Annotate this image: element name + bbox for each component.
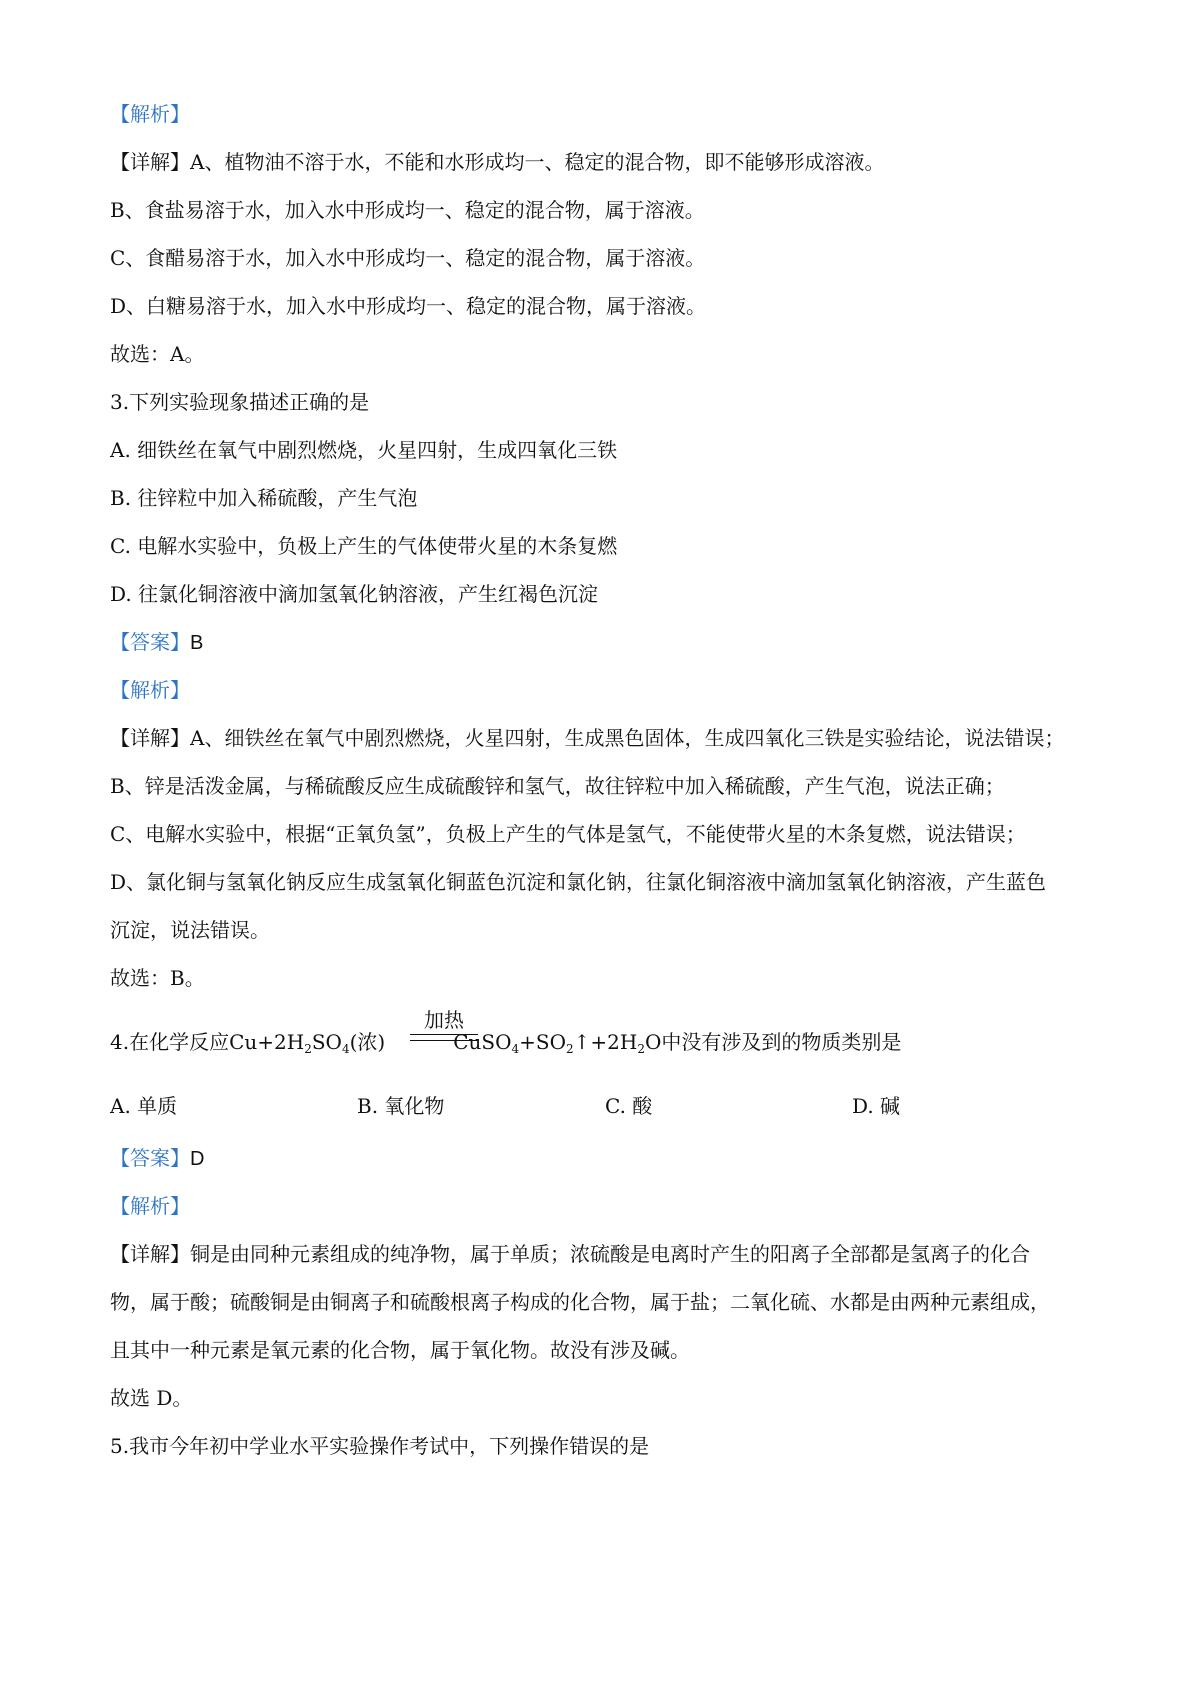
q4-sub: 4 <box>341 1042 350 1056</box>
answer-label: 【答案】 <box>110 1146 190 1170</box>
answer-value: D <box>190 1148 205 1170</box>
q4-cuso: CuSO <box>453 1030 512 1054</box>
text-line-xj3a: 【详解】A、细铁丝在氧气中剧烈燃烧，火星四射，生成黑色固体，生成四氧化三铁是实验结论，说法错误； <box>110 726 1065 750</box>
q4-sub: 4 <box>511 1042 520 1056</box>
q4-so: SO <box>311 1030 342 1054</box>
q4-nong: (浓) <box>349 1030 386 1054</box>
option-c: C. 酸 <box>605 1094 653 1118</box>
text-line-q5: 5.我市今年初中学业水平实验操作考试中，下列操作错误的是 <box>110 1434 650 1458</box>
q4-o: O <box>644 1030 662 1054</box>
answer-line-q4 <box>110 1144 1100 1173</box>
text-line-jiexi1: 【解析】 <box>110 102 190 126</box>
reaction-condition: 加热 <box>424 1008 464 1032</box>
answer-label: 【答案】 <box>110 630 190 654</box>
text-line-q3: 3.下列实验现象描述正确的是 <box>110 390 370 414</box>
text-line-q3c: C. 电解水实验中，负极上产生的气体使带火星的木条复燃 <box>110 534 618 558</box>
option-d: D. 碱 <box>852 1094 901 1118</box>
text-line-c1: C、食醋易溶于水，加入水中形成均一、稳定的混合物，属于溶液。 <box>110 246 706 270</box>
answer-value: B <box>190 632 204 654</box>
text-line-xj4a: 【详解】铜是由同种元素组成的纯净物，属于单质；浓硫酸是电离时产生的阳离子全部都是氢离子的化合 <box>110 1242 1030 1266</box>
text-line-xj3d: D、氯化铜与氢氧化钠反应生成氢氧化铜蓝色沉淀和氯化钠，往氯化铜溶液中滴加氢氧化钠溶液，产生蓝色 <box>110 870 1047 894</box>
text-line-xj4c: 且其中一种元素是氧元素的化合物，属于氧化物。故没有涉及碱。 <box>110 1338 690 1362</box>
double-line-sign <box>410 1034 478 1041</box>
text-line-b1: B、食盐易溶于水，加入水中形成均一、稳定的混合物，属于溶液。 <box>110 198 705 222</box>
q4-sub: 2 <box>565 1042 574 1056</box>
text-line-guxuan4: 故选 D。 <box>110 1386 193 1410</box>
text-line-q3b: B. 往锌粒中加入稀硫酸，产生气泡 <box>110 486 418 510</box>
text-line-xj3d2: 沉淀，说法错误。 <box>110 918 270 942</box>
up-arrow-icon: ↑ <box>573 1030 591 1054</box>
text-line-q3d: D. 往氯化铜溶液中滴加氢氧化钠溶液，产生红褐色沉淀 <box>110 582 599 606</box>
text-line-xiangjie1: 【详解】A、植物油不溶于水，不能和水形成均一、稳定的混合物，即不能够形成溶液。 <box>110 150 885 174</box>
q4-prefix: 4.在化学反应 <box>110 1030 230 1054</box>
text-line-xj4b: 物，属于酸；硫酸铜是由铜离子和硫酸根离子构成的化合物，属于盐；二氧化硫、水都是由两种元素组成， <box>110 1290 1050 1314</box>
text-line-d1: D、白糖易溶于水，加入水中形成均一、稳定的混合物，属于溶液。 <box>110 294 707 318</box>
answer-line-q3 <box>110 628 1100 657</box>
text-line-q3a: A. 细铁丝在氧气中剧烈燃烧，火星四射，生成四氧化三铁 <box>110 438 618 462</box>
text-line-guxuan3: 故选：B。 <box>110 966 205 990</box>
q4-h2o: +2H <box>590 1030 638 1054</box>
text-line-guxuan1: 故选：A。 <box>110 342 205 366</box>
q4-sub: 2 <box>304 1042 312 1056</box>
text-line-jiexi4: 【解析】 <box>110 1194 190 1218</box>
text-line-jiexi3: 【解析】 <box>110 678 190 702</box>
q4-cu: Cu+2H <box>229 1030 305 1054</box>
question-4-equation <box>110 1026 901 1086</box>
q4-so2: +SO <box>519 1030 566 1054</box>
text-line-xj3c: C、电解水实验中，根据“正氧负氢”，负极上产生的气体是氢气，不能使带火星的木条复燃，说法错误； <box>110 822 1026 846</box>
option-b: B. 氧化物 <box>357 1094 445 1118</box>
option-a: A. 单质 <box>110 1094 178 1118</box>
text-line-xj3b: B、锌是活泼金属，与稀硫酸反应生成硫酸锌和氢气，故往锌粒中加入稀硫酸，产生气泡，说法正确； <box>110 774 1005 798</box>
q4-suffix: 中没有涉及到的物质类别是 <box>661 1030 902 1054</box>
q4-sub: 2 <box>637 1042 645 1056</box>
